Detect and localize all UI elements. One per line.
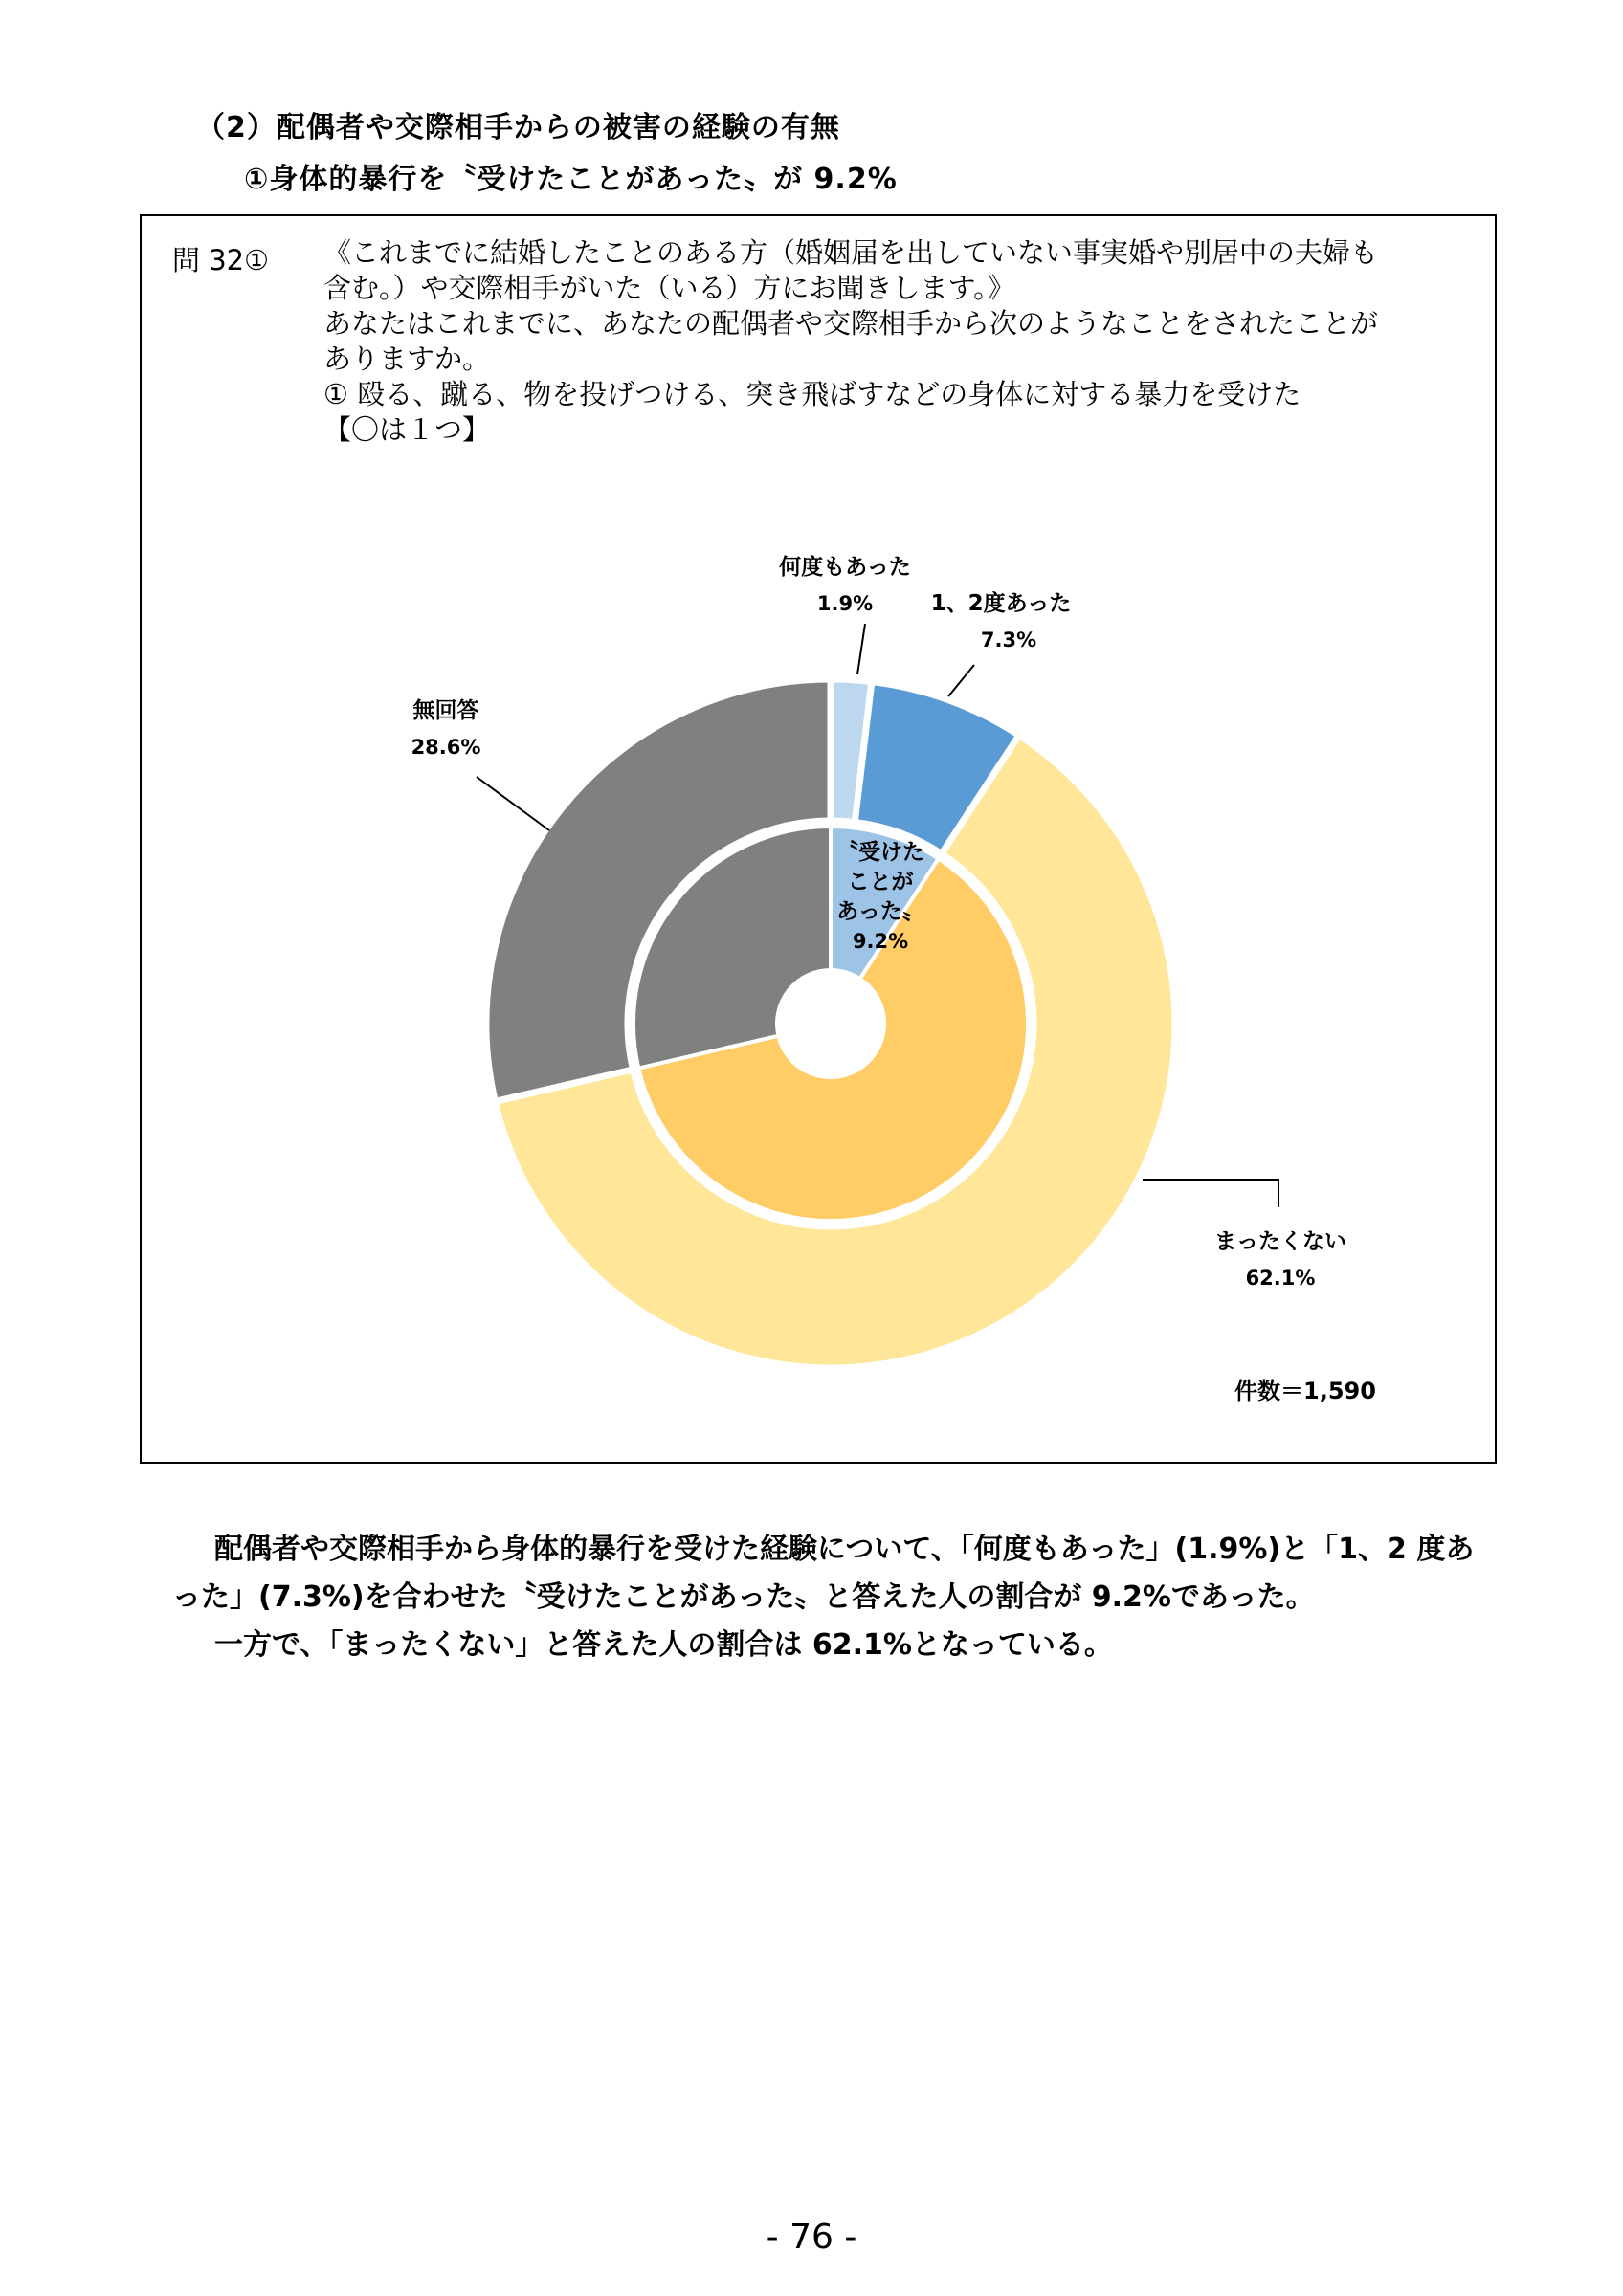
summary-line: 一方で、「まったくない」と答えた人の割合は 62.1%となっている。 bbox=[214, 1628, 1113, 1662]
inner-label-line-3: 9.2% bbox=[852, 930, 909, 953]
outer-value-label-0: 1.9% bbox=[816, 592, 874, 615]
question-line: あなたはこれまでに、あなたの配偶者や交際相手から次のようなことをされたことが bbox=[323, 307, 1379, 340]
question-line: ① 殴る、蹴る、物を投げつける、突き飛ばすなどの身体に対する暴力を受けた bbox=[323, 378, 1301, 410]
question-line: 含む。）や交際相手がいた（いる）方にお聞きします。》 bbox=[323, 272, 1015, 304]
outer-label-2: まったくない bbox=[1214, 1229, 1346, 1254]
outer-label-0: 何度もあった bbox=[779, 555, 911, 580]
question-line: 《これまでに結婚したことのある方（婚姻届を出していない事実婚や別居中の夫婦も bbox=[323, 236, 1379, 269]
question-number: 問 32① bbox=[172, 244, 270, 276]
donut-chart bbox=[140, 517, 1497, 1425]
inner-label-line-1: ことが bbox=[847, 870, 914, 894]
outer-value-label-2: 62.1% bbox=[1245, 1267, 1316, 1290]
page-number: - 76 - bbox=[766, 2218, 857, 2257]
inner-label-line-2: あった〟 bbox=[836, 899, 924, 924]
summary-line: 配偶者や交際相手から身体的暴行を受けた経験について、「何度もあった」(1.9%)と「1、2 度あ bbox=[214, 1533, 1475, 1566]
leader-line-2 bbox=[1143, 1180, 1278, 1207]
section-heading: （2）配偶者や交際相手からの被害の経験の有無 bbox=[196, 111, 840, 144]
summary-line: った」(7.3%)を合わせた〝受けたことがあった〟と答えた人の割合が 9.2%であった。 bbox=[172, 1580, 1315, 1614]
leader-line-0 bbox=[857, 624, 865, 674]
inner-label-line-0: 〝受けた bbox=[836, 840, 924, 865]
question-line: ありますか。 bbox=[323, 342, 491, 375]
sample-count: 件数＝1,590 bbox=[1234, 1378, 1376, 1404]
question-text bbox=[323, 235, 1472, 448]
sub-heading: ①身体的暴行を〝受けたことがあった〟が 9.2% bbox=[244, 163, 898, 196]
leader-line-1 bbox=[948, 665, 974, 696]
outer-value-label-3: 28.6% bbox=[411, 736, 481, 759]
summary-text bbox=[172, 1526, 1493, 1669]
outer-value-label-1: 7.3% bbox=[980, 629, 1037, 651]
outer-label-1: 1、2度あった bbox=[930, 591, 1072, 616]
outer-label-3: 無回答 bbox=[412, 698, 479, 723]
question-line: 【〇は１つ】 bbox=[323, 413, 491, 446]
leader-line-3 bbox=[477, 777, 549, 830]
